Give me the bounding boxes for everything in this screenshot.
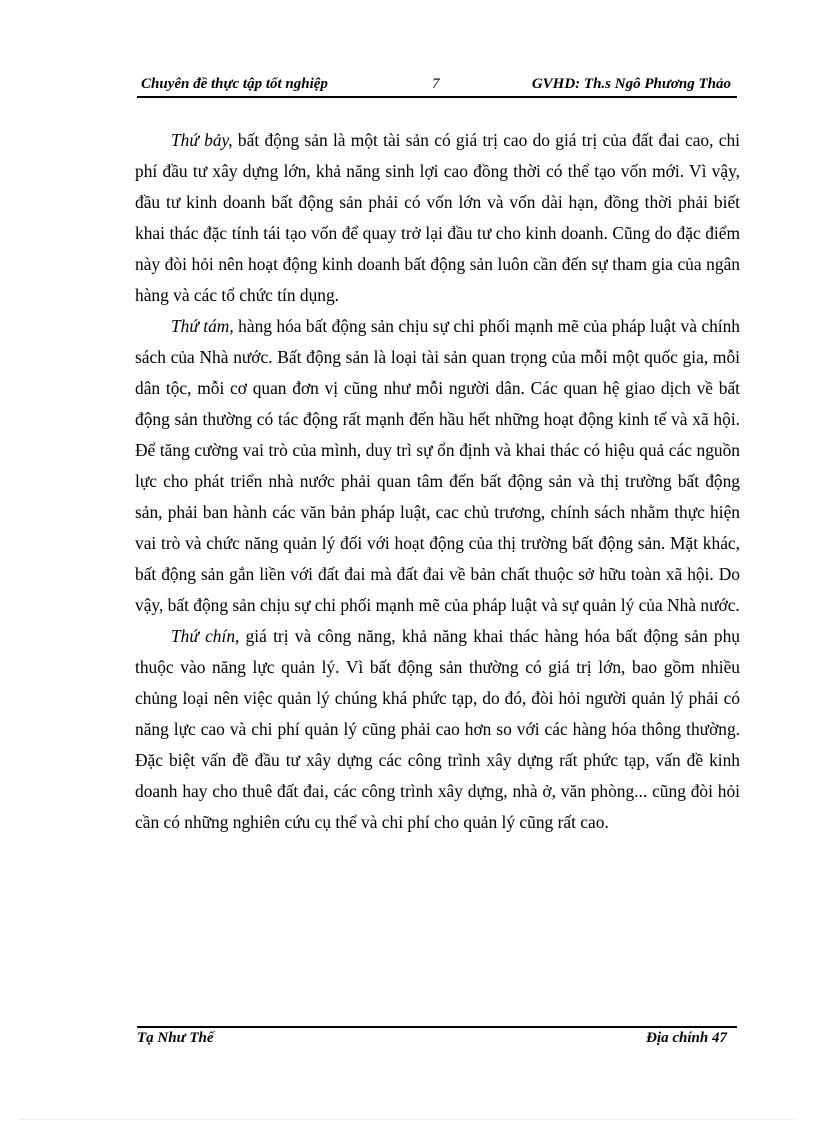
- document-body: [135, 125, 740, 838]
- paragraph-3-text: giá trị và công năng, khả năng khai thác hàng hóa bất động sản phụ thuộc vào năng lực quản lý. Vì bất động sản thường có giá trị lớn, bao gồm nhiều chủng loại nên việc quản lý chúng khá phức tạp, do đó, đòi hỏi người quản lý phải có năng lực cao và chi phí quản lý cũng phải cao hơn so với các hàng hóa thông thường. Đặc biệt vấn đề đầu tư xây dựng các công trình xây dựng rất phức tạp, vấn đề kinh doanh hay cho thuê đất đai, các công trình xây dựng, nhà ở, văn phòng... cũng đòi hỏi cần có những nghiên cứu cụ thể và chi phí cho quản lý cũng rất cao.: [135, 626, 740, 832]
- header-advisor: GVHD: Th.s Ngô Phương Thảo: [531, 76, 731, 92]
- header-title: Chuyên đề thực tập tốt nghiệp: [141, 76, 328, 92]
- paragraph-1-text: bất động sản là một tài sản có giá trị cao do giá trị của đất đai cao, chi phí đầu tư xây dựng lớn, khả năng sinh lợi cao đồng thời có thể tạo vốn mới. Vì vậy, đầu tư kinh doanh bất động sản phải có vốn lớn và vốn dài hạn, đồng thời phải biết khai thác đặc tính tái tạo vốn để quay trở lại đầu tư cho kinh doanh. Cũng do đặc điểm này đòi hỏi nên hoạt động kinh doanh bất động sản luôn cần đến sự tham gia của ngân hàng và các tổ chức tín dụng.: [135, 130, 740, 305]
- paragraph-2: [135, 311, 740, 621]
- page-header: [137, 74, 737, 98]
- paragraph-3-lead: Thứ chín,: [171, 626, 240, 646]
- paragraph-1: [135, 125, 740, 311]
- page-edge-divider: [20, 1119, 796, 1120]
- footer-divider: [137, 1026, 737, 1028]
- page-number: 7: [432, 76, 440, 92]
- paragraph-2-text: hàng hóa bất động sản chịu sự chi phối mạnh mẽ của pháp luật và chính sách của Nhà nước. Bất động sản là loại tài sản quan trọng của mỗi một quốc gia, mỗi dân tộc, mỗi cơ quan đơn vị cũng như mỗi người dân. Các quan hệ giao dịch về bất động sản thường có tác động rất mạnh đến hầu hết những hoạt động kinh tế và xã hội. Để tăng cường vai trò của mình, duy trì sự ổn định và khai thác có hiệu quả các nguồn lực cho phát triển nhà nước phải quan tâm đến bất động sản và thị trường bất động sản, phải ban hành các văn bản pháp luật, cac chủ trương, chính sách nhằm thực hiện vai trò và chức năng quản lý đối với hoạt động của thị trường bất động sản. Mặt khác, bất động sản gắn liền với đất đai mà đất đai về bản chất thuộc sở hữu toàn xã hội. Do vậy, bất động sản chịu sự chi phối mạnh mẽ của pháp luật và sự quản lý của Nhà nước.: [135, 316, 740, 615]
- paragraph-1-lead: Thứ bảy,: [171, 130, 233, 150]
- paragraph-2-lead: Thứ tám,: [171, 316, 234, 336]
- footer-class: Địa chính 47: [646, 1030, 727, 1046]
- paragraph-3: [135, 621, 740, 838]
- footer-author: Tạ Như Thế: [137, 1030, 214, 1046]
